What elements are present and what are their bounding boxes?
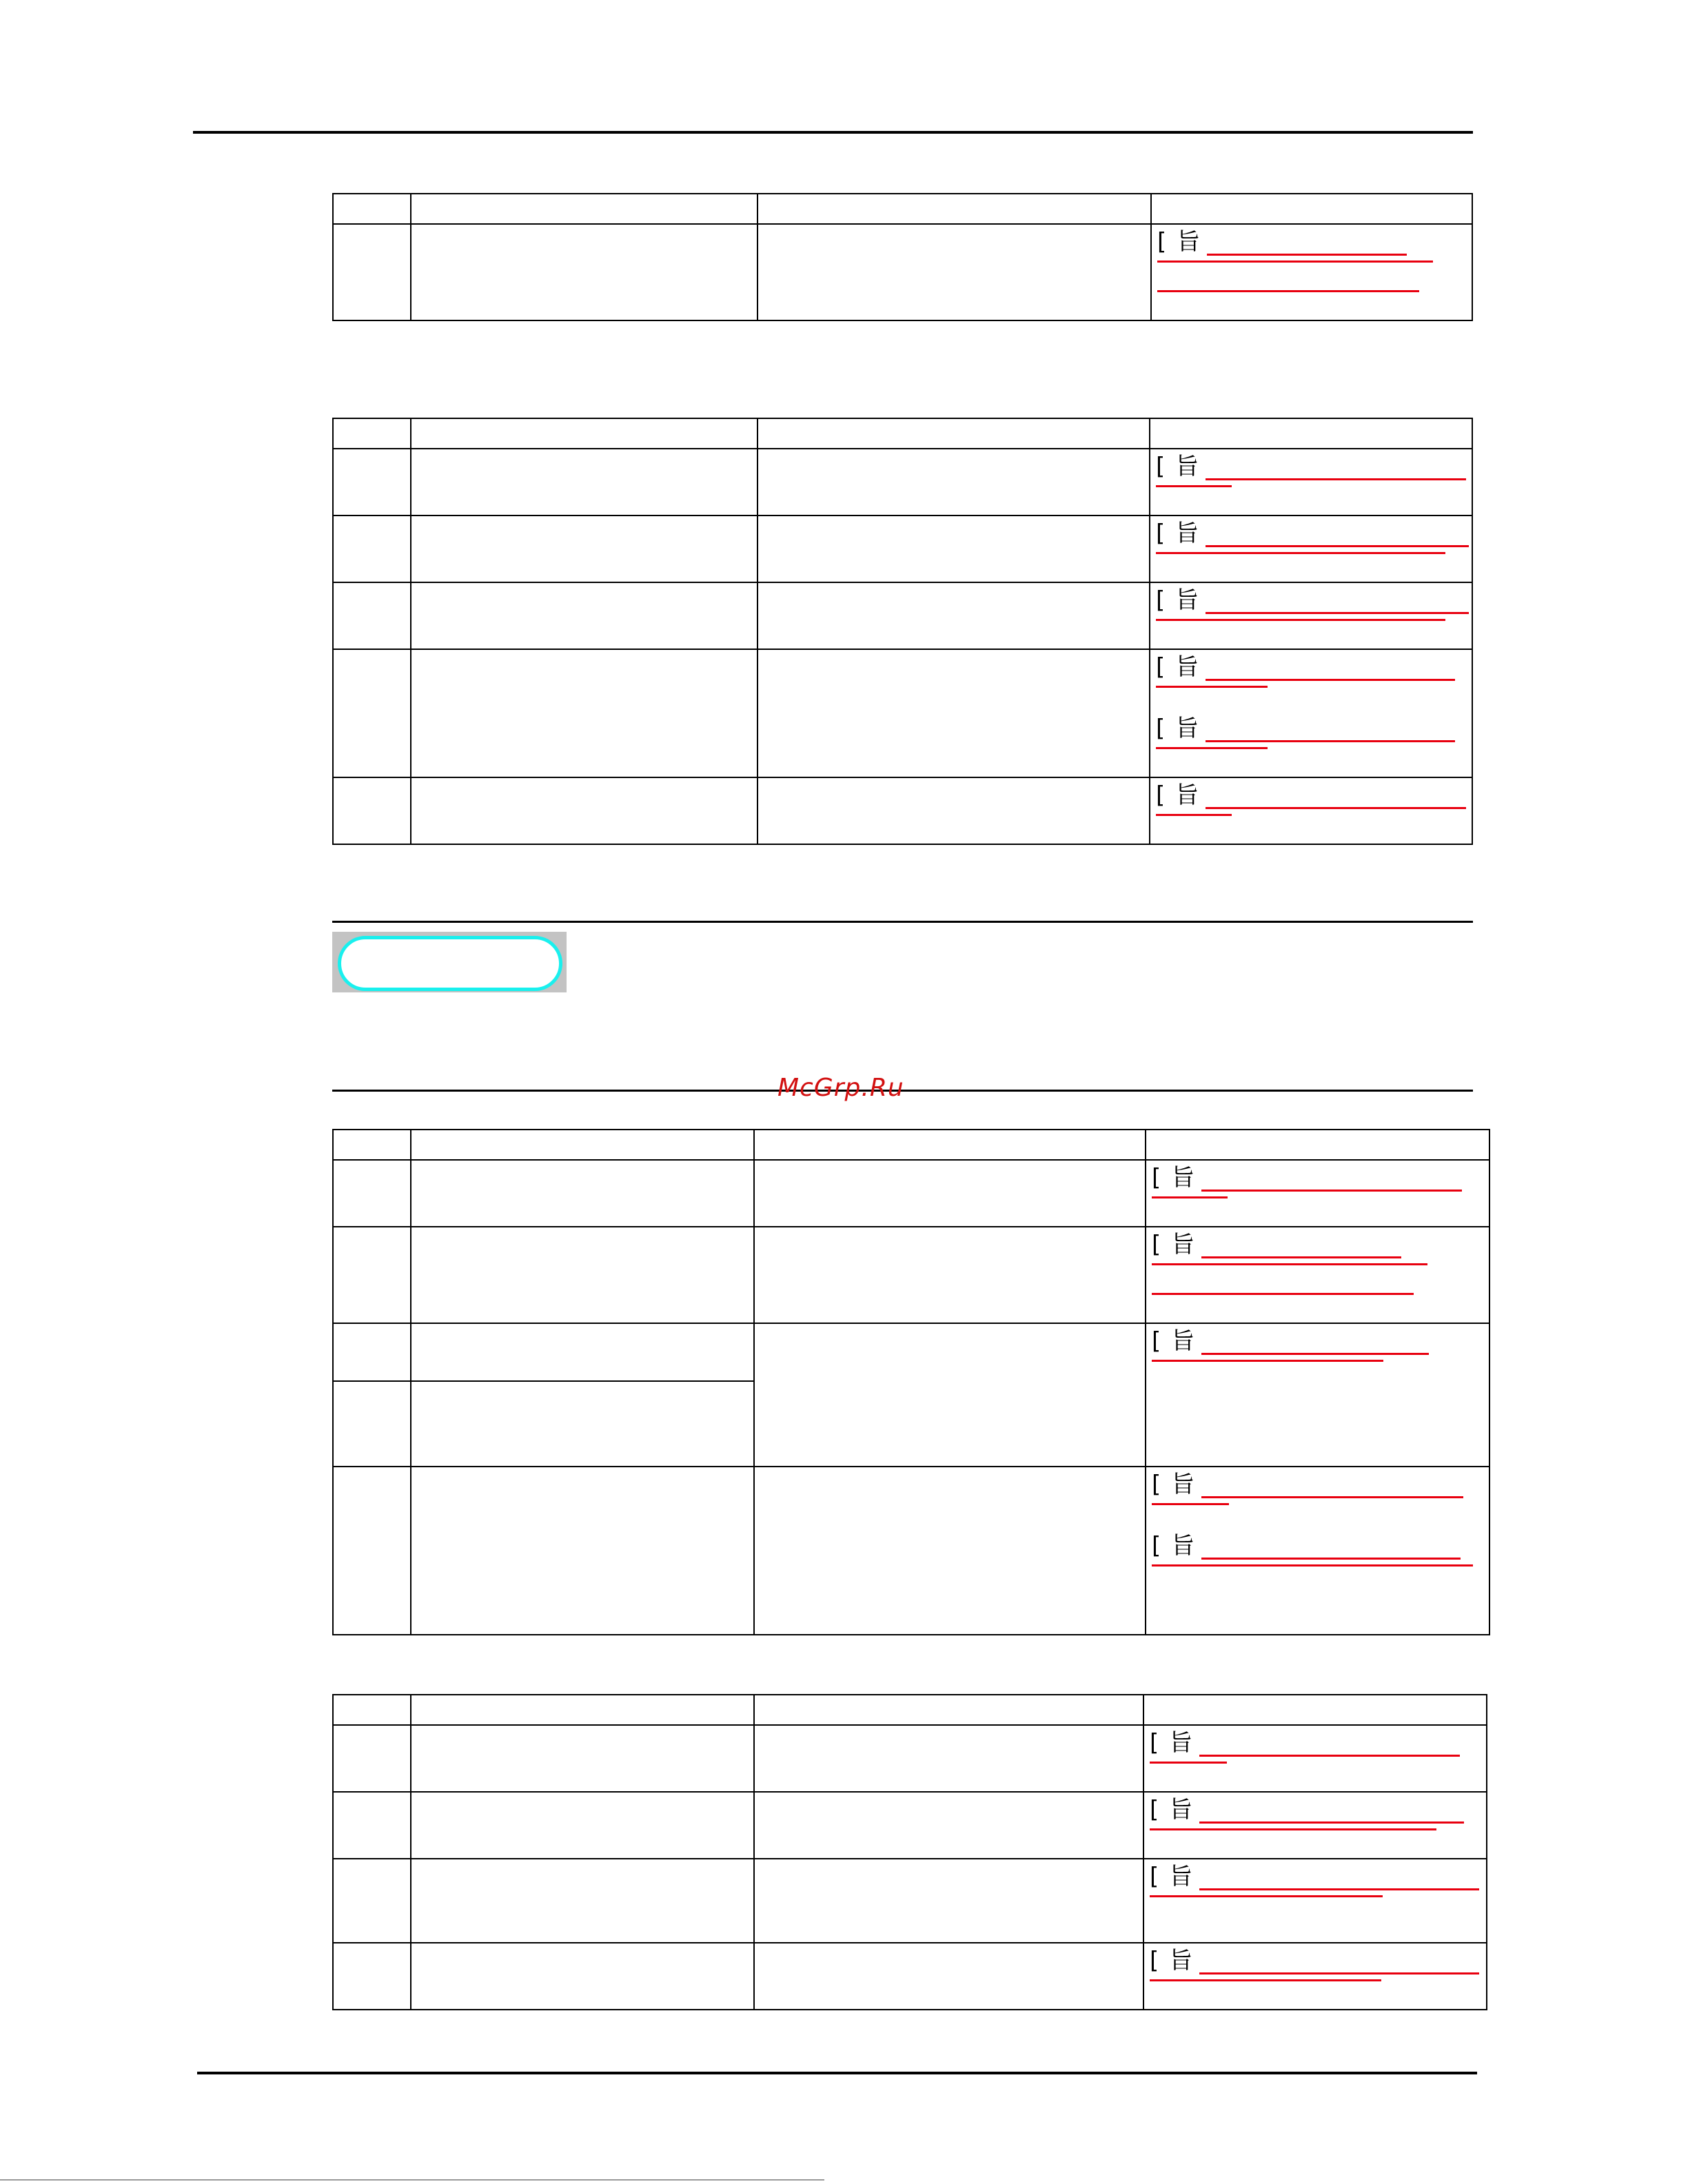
page-reference-link[interactable]: [1150, 1797, 1486, 1828]
top-rule: [193, 131, 1473, 134]
table-4: [332, 1694, 1487, 2010]
reference-icon: [ 旨: [1150, 1947, 1194, 1974]
page-reference-link[interactable]: [1152, 1232, 1489, 1263]
bottom-rule: [197, 2072, 1477, 2074]
page-reference-link[interactable]: [1152, 1328, 1489, 1360]
reference-icon: [ 旨: [1150, 1796, 1194, 1824]
page-reference-link[interactable]: [1150, 1730, 1486, 1762]
page-reference-link[interactable]: [1152, 1533, 1489, 1564]
reference-cell[interactable]: [1146, 1160, 1489, 1227]
table-row: [333, 1467, 1489, 1635]
page-reference-link[interactable]: [1156, 453, 1472, 485]
page-reference-link[interactable]: [1152, 1471, 1489, 1503]
reference-cell[interactable]: [1146, 1467, 1489, 1635]
table-1: [332, 193, 1473, 321]
watermark: McGrp.Ru: [777, 1074, 904, 1102]
page-reference-link[interactable]: [1150, 1948, 1486, 1979]
table-2: [332, 418, 1473, 845]
table-row: [333, 516, 1472, 582]
section-rule: [332, 921, 1473, 923]
reference-icon: [ 旨: [1152, 1164, 1197, 1192]
reference-cell[interactable]: [1143, 1943, 1487, 2010]
reference-cell[interactable]: [1150, 449, 1472, 516]
page-reference-link[interactable]: [1156, 715, 1472, 747]
reference-cell[interactable]: [1150, 582, 1472, 649]
reference-icon: [ 旨: [1156, 653, 1201, 681]
reference-cell[interactable]: [1143, 1859, 1487, 1943]
reference-cell[interactable]: [1150, 777, 1472, 844]
table-row: [333, 777, 1472, 844]
table-row: [333, 1943, 1487, 2010]
reference-icon: [ 旨: [1152, 1471, 1197, 1498]
table-header-row: [333, 194, 1472, 224]
section-heading-badge: [332, 932, 567, 992]
page-reference-link[interactable]: [1152, 1165, 1489, 1196]
table-row: [333, 1792, 1487, 1859]
reference-icon: [ 旨: [1152, 1327, 1197, 1355]
table-header-row: [333, 418, 1472, 449]
reference-icon: [ 旨: [1152, 1532, 1197, 1560]
reference-icon: [ 旨: [1156, 586, 1201, 614]
page-reference-link[interactable]: [1150, 1864, 1486, 1895]
reference-cell[interactable]: [1150, 516, 1472, 582]
table-header-row: [333, 1695, 1487, 1725]
table-row: [333, 1859, 1487, 1943]
page-reference-link[interactable]: [1156, 587, 1472, 619]
table-row: [333, 1160, 1489, 1227]
reference-cell[interactable]: [1150, 649, 1472, 777]
reference-icon: [ 旨: [1150, 1729, 1194, 1757]
table-row: [333, 224, 1472, 320]
table-row: [333, 1725, 1487, 1792]
table-row: [333, 649, 1472, 777]
reference-cell[interactable]: [1146, 1323, 1489, 1467]
page-reference-link[interactable]: [1156, 782, 1472, 814]
section-heading-pill: [338, 936, 562, 991]
reference-icon: [ 旨: [1156, 453, 1201, 480]
reference-cell[interactable]: [1151, 224, 1472, 320]
reference-icon: [ 旨: [1156, 782, 1201, 809]
table-header-row: [333, 1130, 1489, 1160]
reference-cell[interactable]: [1143, 1725, 1487, 1792]
page-reference-link[interactable]: [1156, 654, 1472, 686]
table-row: [333, 582, 1472, 649]
page-reference-link[interactable]: [1157, 229, 1472, 261]
table-row: [333, 449, 1472, 516]
reference-icon: [ 旨: [1157, 228, 1202, 256]
table-3: [332, 1129, 1490, 1635]
reference-icon: [ 旨: [1152, 1231, 1197, 1258]
reference-icon: [ 旨: [1150, 1863, 1194, 1890]
table-row: [333, 1227, 1489, 1323]
table-row: [333, 1323, 1489, 1381]
footer-scan-rule: [0, 2179, 824, 2181]
reference-icon: [ 旨: [1156, 715, 1201, 742]
reference-cell[interactable]: [1146, 1227, 1489, 1323]
reference-icon: [ 旨: [1156, 520, 1201, 547]
reference-cell[interactable]: [1143, 1792, 1487, 1859]
page-reference-link[interactable]: [1156, 520, 1472, 552]
